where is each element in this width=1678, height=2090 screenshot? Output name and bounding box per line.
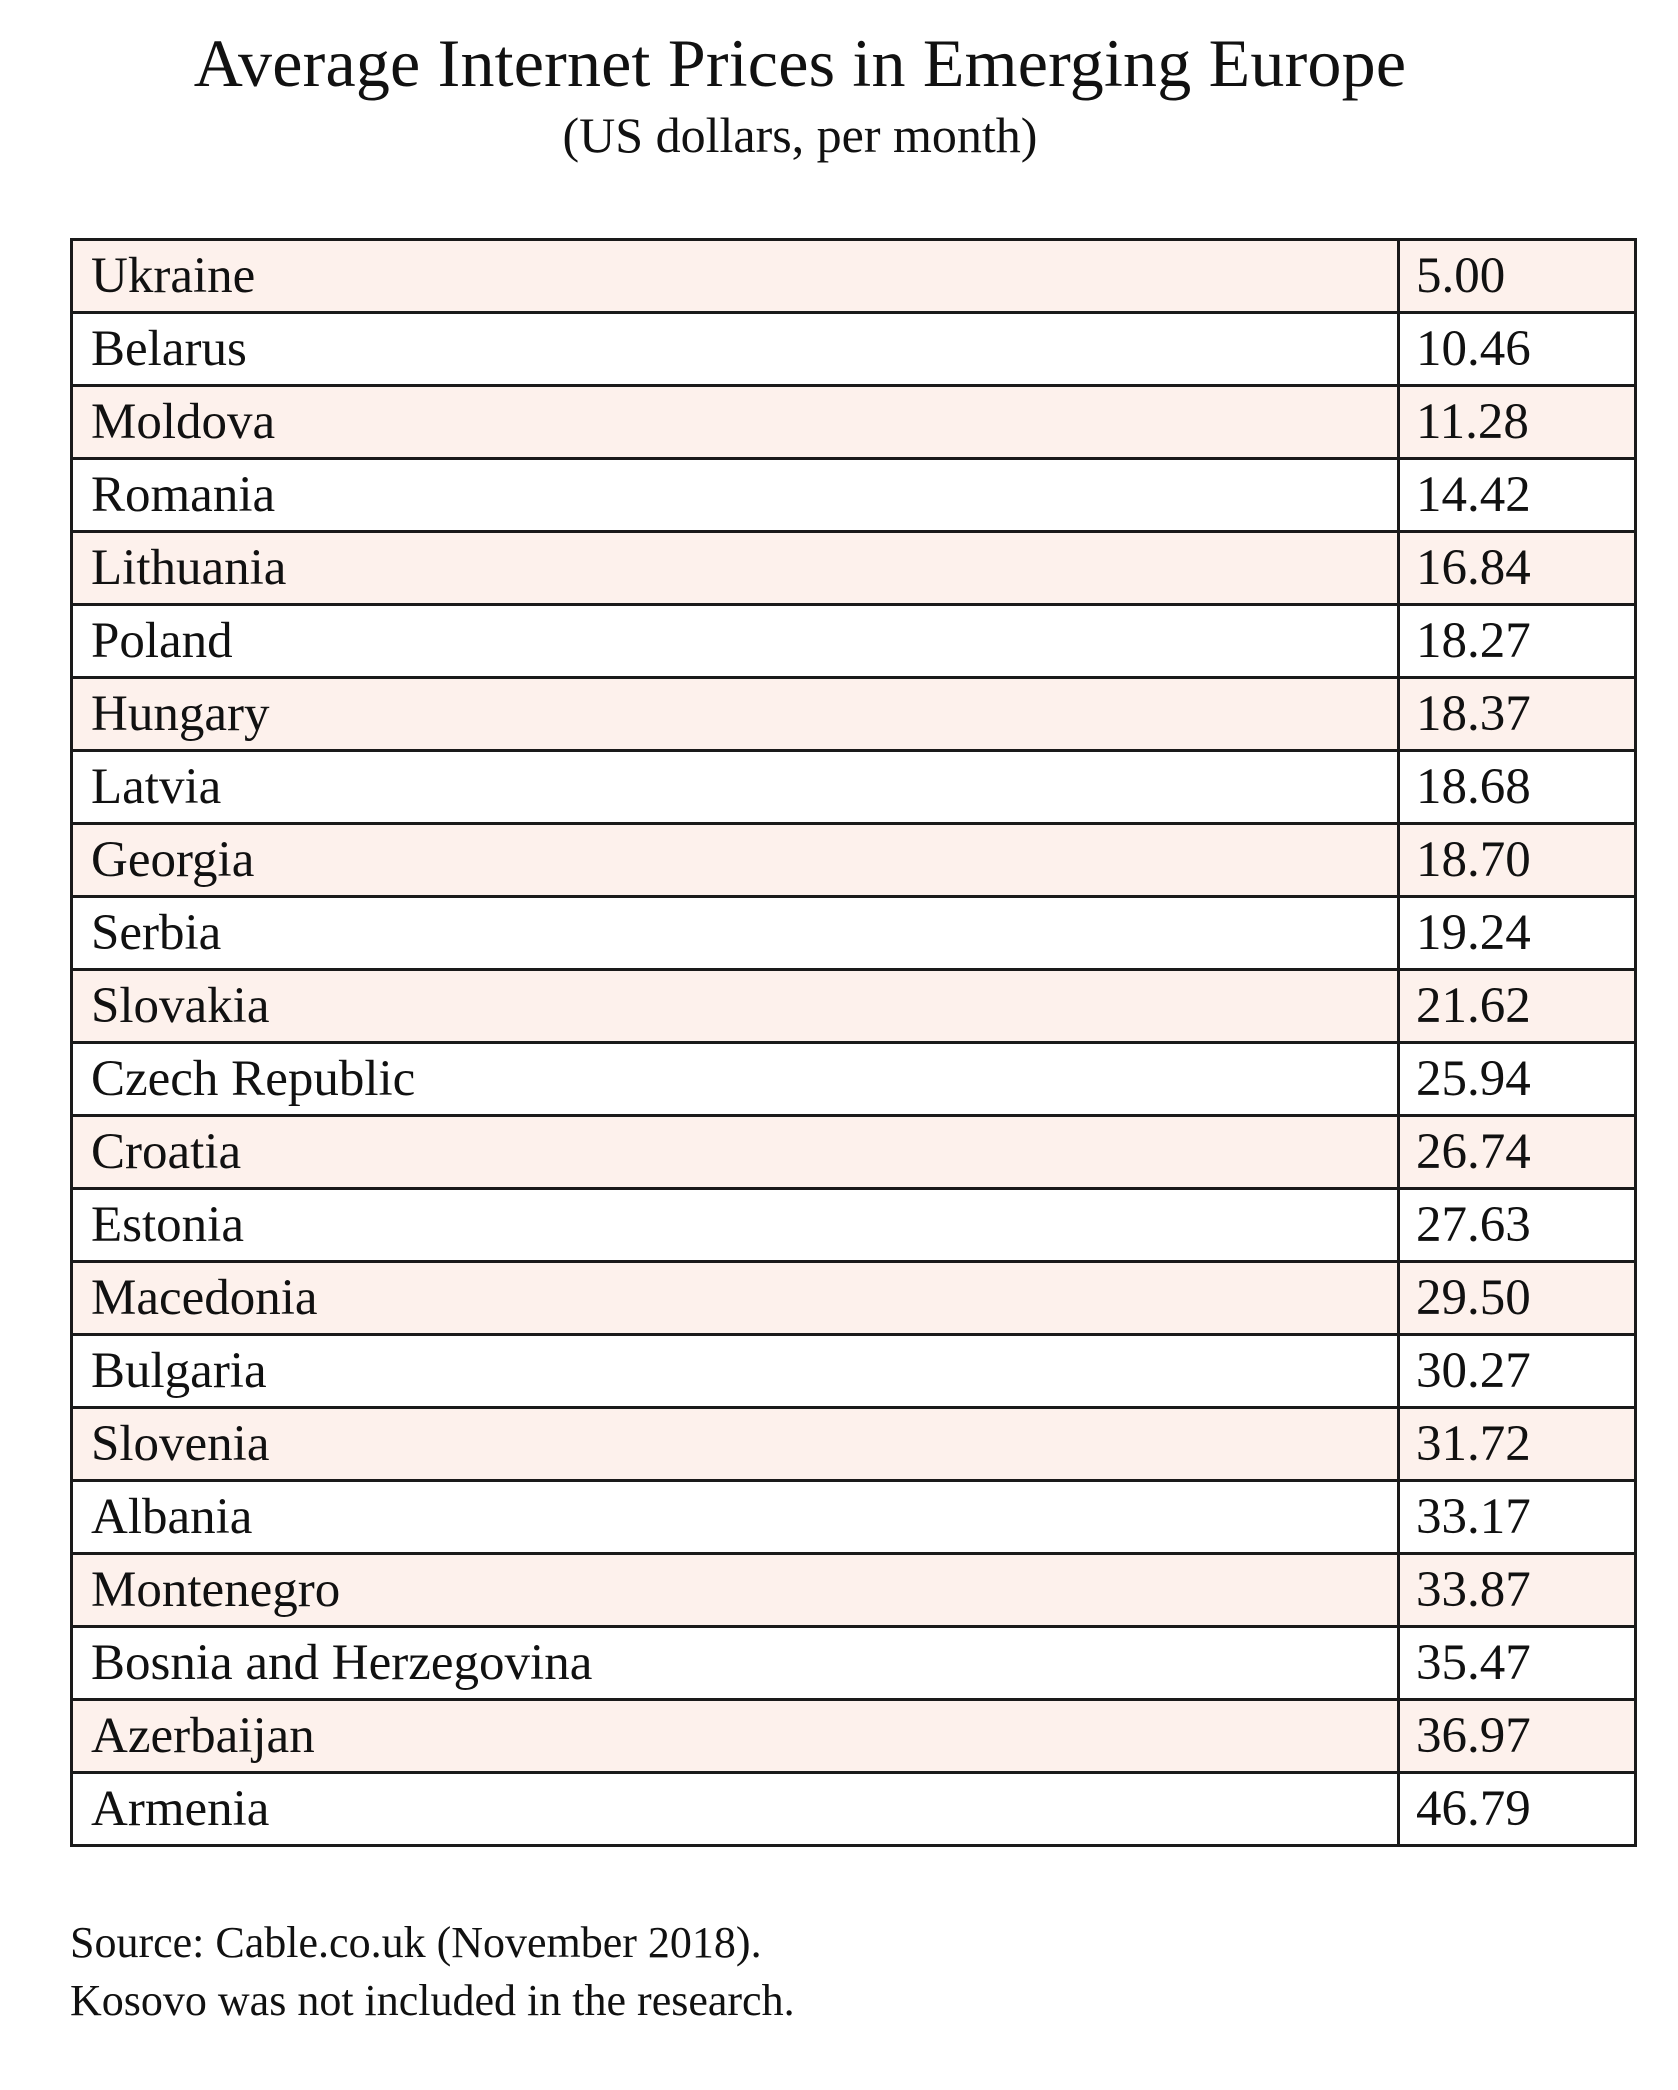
table-row xyxy=(72,897,1636,970)
country-cell: Serbia xyxy=(72,897,1399,970)
price-cell: 18.37 xyxy=(1399,678,1636,751)
country-cell: Hungary xyxy=(72,678,1399,751)
country-cell: Lithuania xyxy=(72,532,1399,605)
chart-title: Average Internet Prices in Emerging Europe xyxy=(193,25,1407,101)
table-row xyxy=(72,605,1636,678)
price-cell: 11.28 xyxy=(1399,386,1636,459)
country-cell: Croatia xyxy=(72,1116,1399,1189)
price-cell: 46.79 xyxy=(1399,1773,1636,1846)
country-cell: Azerbaijan xyxy=(72,1700,1399,1773)
table-row xyxy=(72,1189,1636,1262)
table-row xyxy=(72,1554,1636,1627)
table-row xyxy=(72,1262,1636,1335)
price-cell: 18.70 xyxy=(1399,824,1636,897)
country-cell: Georgia xyxy=(72,824,1399,897)
price-table-body xyxy=(72,240,1636,1846)
table-row xyxy=(72,824,1636,897)
price-cell: 14.42 xyxy=(1399,459,1636,532)
price-cell: 30.27 xyxy=(1399,1335,1636,1408)
price-cell: 10.46 xyxy=(1399,313,1636,386)
table-row xyxy=(72,1116,1636,1189)
country-cell: Poland xyxy=(72,605,1399,678)
table-row xyxy=(72,751,1636,824)
table-row xyxy=(72,1700,1636,1773)
table-row xyxy=(72,532,1636,605)
country-cell: Slovenia xyxy=(72,1408,1399,1481)
table-row xyxy=(72,1408,1636,1481)
price-cell: 36.97 xyxy=(1399,1700,1636,1773)
price-cell: 25.94 xyxy=(1399,1043,1636,1116)
country-cell: Romania xyxy=(72,459,1399,532)
price-cell: 18.27 xyxy=(1399,605,1636,678)
table-row xyxy=(72,1335,1636,1408)
table-row xyxy=(72,386,1636,459)
country-cell: Macedonia xyxy=(72,1262,1399,1335)
price-cell: 31.72 xyxy=(1399,1408,1636,1481)
country-cell: Slovakia xyxy=(72,970,1399,1043)
price-cell: 33.87 xyxy=(1399,1554,1636,1627)
table-row xyxy=(72,313,1636,386)
table-row xyxy=(72,1773,1636,1846)
price-table xyxy=(70,238,1637,1847)
exclusion-note: Kosovo was not included in the research. xyxy=(70,1976,795,2025)
country-cell: Montenegro xyxy=(72,1554,1399,1627)
price-cell: 5.00 xyxy=(1399,240,1636,313)
country-cell: Latvia xyxy=(72,751,1399,824)
country-cell: Ukraine xyxy=(72,240,1399,313)
country-cell: Estonia xyxy=(72,1189,1399,1262)
country-cell: Armenia xyxy=(72,1773,1399,1846)
country-cell: Czech Republic xyxy=(72,1043,1399,1116)
country-cell: Bosnia and Herzegovina xyxy=(72,1627,1399,1700)
price-cell: 33.17 xyxy=(1399,1481,1636,1554)
price-cell: 35.47 xyxy=(1399,1627,1636,1700)
price-cell: 19.24 xyxy=(1399,897,1636,970)
table-row xyxy=(72,970,1636,1043)
price-cell: 21.62 xyxy=(1399,970,1636,1043)
price-cell: 29.50 xyxy=(1399,1262,1636,1335)
table-row xyxy=(72,1043,1636,1116)
table-row xyxy=(72,240,1636,313)
table-row xyxy=(72,678,1636,751)
country-cell: Belarus xyxy=(72,313,1399,386)
table-row xyxy=(72,1627,1636,1700)
price-cell: 27.63 xyxy=(1399,1189,1636,1262)
country-cell: Bulgaria xyxy=(72,1335,1399,1408)
source-note: Source: Cable.co.uk (November 2018). xyxy=(70,1918,762,1967)
price-cell: 18.68 xyxy=(1399,751,1636,824)
country-cell: Albania xyxy=(72,1481,1399,1554)
table-row xyxy=(72,459,1636,532)
table-row xyxy=(72,1481,1636,1554)
price-table-container xyxy=(70,238,1634,1847)
price-cell: 16.84 xyxy=(1399,532,1636,605)
country-cell: Moldova xyxy=(72,386,1399,459)
chart-subtitle: (US dollars, per month) xyxy=(562,107,1038,163)
source-notes xyxy=(70,1914,1630,2030)
price-cell: 26.74 xyxy=(1399,1116,1636,1189)
